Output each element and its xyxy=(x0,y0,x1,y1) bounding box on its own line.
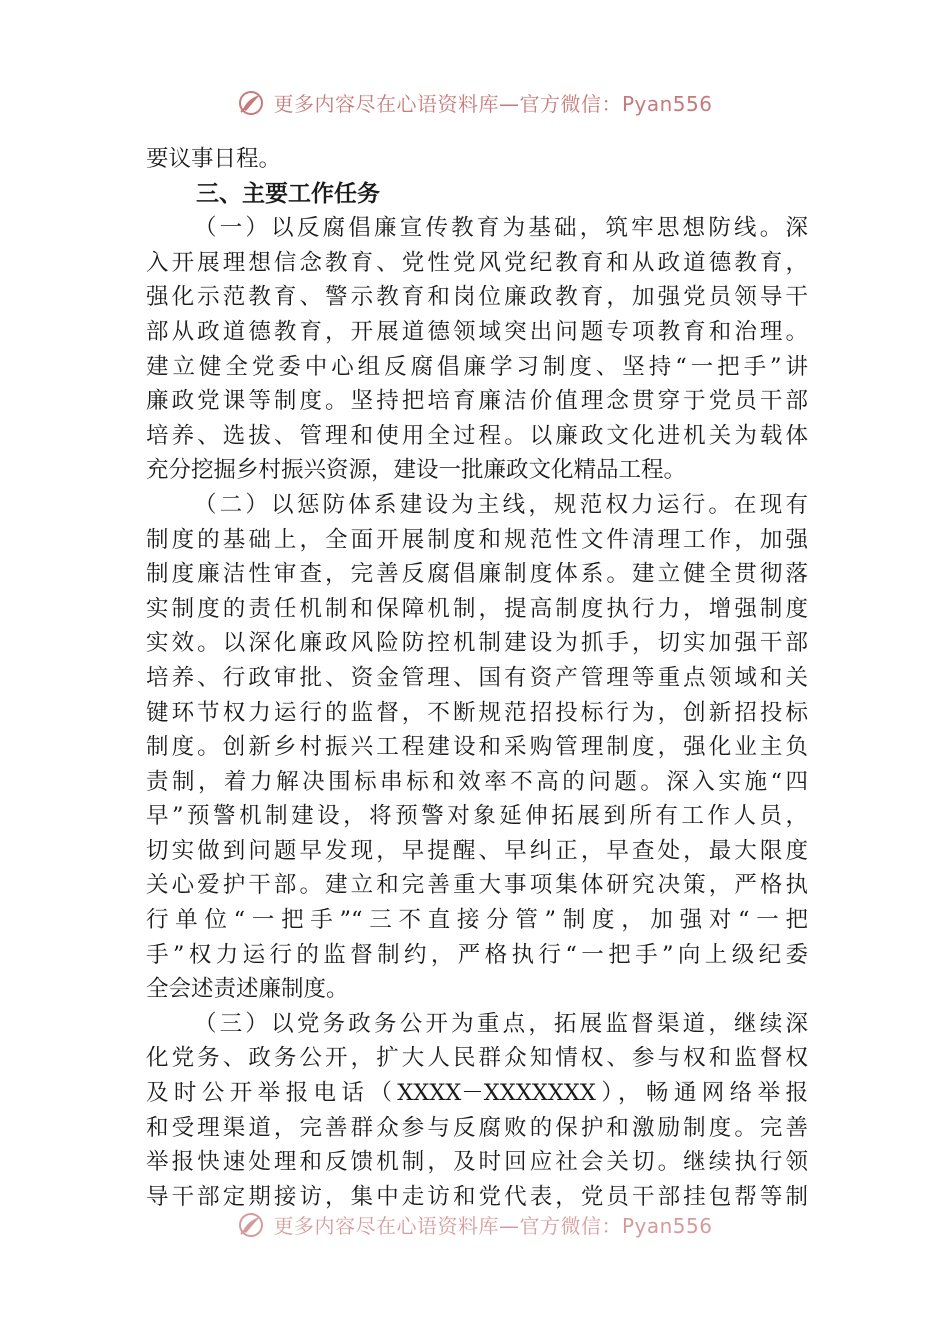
paragraph-line: 实效。以深化廉政风险防控机制建设为抓手，切实加强干部 xyxy=(146,630,808,657)
paragraph-line: 部从政道德教育，开展道德领域突出问题专项教育和治理。 xyxy=(146,318,808,345)
paragraph-1 xyxy=(146,211,808,488)
document-body xyxy=(146,142,808,1214)
paragraph-line: 和受理渠道，完善群众参与反腐败的保护和激励制度。完善 xyxy=(146,1114,808,1141)
paragraph-line: （一）以反腐倡廉宣传教育为基础，筑牢思想防线。深 xyxy=(194,215,808,242)
paragraph-line: 早”预警机制建设，将预警对象延伸拓展到所有工作人员， xyxy=(146,803,808,830)
paragraph-line: 廉政党课等制度。坚持把培育廉洁价值理念贯穿于党员干部 xyxy=(146,388,808,415)
paragraph-line: 导干部定期接访，集中走访和党代表，党员干部挂包帮等制 xyxy=(146,1183,808,1210)
paragraph-line: 关心爱护干部。建立和完善重大事项集体研究决策，严格执 xyxy=(146,872,808,899)
brush-logo-icon xyxy=(237,89,265,117)
watermark-footer xyxy=(0,1210,950,1239)
paragraph-line: 责制，着力解决围标串标和效率不高的问题。深入实施“四 xyxy=(146,768,808,795)
paragraph-line: 实制度的责任机制和保障机制，提高制度执行力，增强制度 xyxy=(146,595,808,622)
paragraph-line: 入开展理想信念教育、党性党风党纪教育和从政道德教育， xyxy=(146,249,808,276)
paragraph-line: 行单位“一把手”“三不直接分管”制度，加强对“一把 xyxy=(146,907,808,934)
paragraph-line: 制度的基础上，全面开展制度和规范性文件清理工作，加强 xyxy=(146,526,808,553)
paragraph-line: 全会述责述廉制度。 xyxy=(146,976,349,1003)
paragraph-2 xyxy=(146,488,808,1007)
paragraph-line: 充分挖掘乡村振兴资源，建设一批廉政文化精品工程。 xyxy=(146,457,687,484)
paragraph-line: 制度廉洁性审查，完善反腐倡廉制度体系。建立健全贯彻落 xyxy=(146,561,808,588)
continuation-line: 要议事日程。 xyxy=(146,146,282,172)
paragraph-line: 及时公开举报电话（XXXX－XXXXXXX），畅通网络举报 xyxy=(146,1080,808,1107)
paragraph-line: 举报快速处理和反馈机制，及时回应社会关切。继续执行领 xyxy=(146,1149,808,1176)
paragraph-line: 化党务、政务公开，扩大人民群众知情权、参与权和监督权 xyxy=(146,1045,808,1072)
paragraph-line: （三）以党务政务公开为重点，拓展监督渠道，继续深 xyxy=(194,1010,808,1037)
paragraph-line: 键环节权力运行的监督，不断规范招投标行为，创新招投标 xyxy=(146,699,808,726)
paragraph-3 xyxy=(146,1007,808,1215)
paragraph-line: 建立健全党委中心组反腐倡廉学习制度、坚持“一把手”讲 xyxy=(146,353,808,380)
paragraph-line: 手”权力运行的监督制约，严格执行“一把手”向上级纪委 xyxy=(146,941,808,968)
brush-logo-icon xyxy=(237,1211,265,1239)
paragraph-line: （二）以惩防体系建设为主线，规范权力运行。在现有 xyxy=(194,491,808,518)
watermark-text: 更多内容尽在心语资料库—官方微信：Pyan556 xyxy=(273,1214,713,1238)
paragraph-line: 切实做到问题早发现，早提醒、早纠正，早查处，最大限度 xyxy=(146,837,808,864)
watermark-text: 更多内容尽在心语资料库—官方微信：Pyan556 xyxy=(273,92,713,116)
section-heading: 三、主要工作任务 xyxy=(196,180,380,207)
paragraph-line: 强化示范教育、警示教育和岗位廉政教育，加强党员领导干 xyxy=(146,284,808,311)
watermark-header xyxy=(0,88,950,117)
paragraph-line: 制度。创新乡村振兴工程建设和采购管理制度，强化业主负 xyxy=(146,734,808,761)
paragraph-line: 培养、行政审批、资金管理、国有资产管理等重点领域和关 xyxy=(146,664,808,691)
paragraph-line: 培养、选拔、管理和使用全过程。以廉政文化进机关为载体 xyxy=(146,422,808,449)
